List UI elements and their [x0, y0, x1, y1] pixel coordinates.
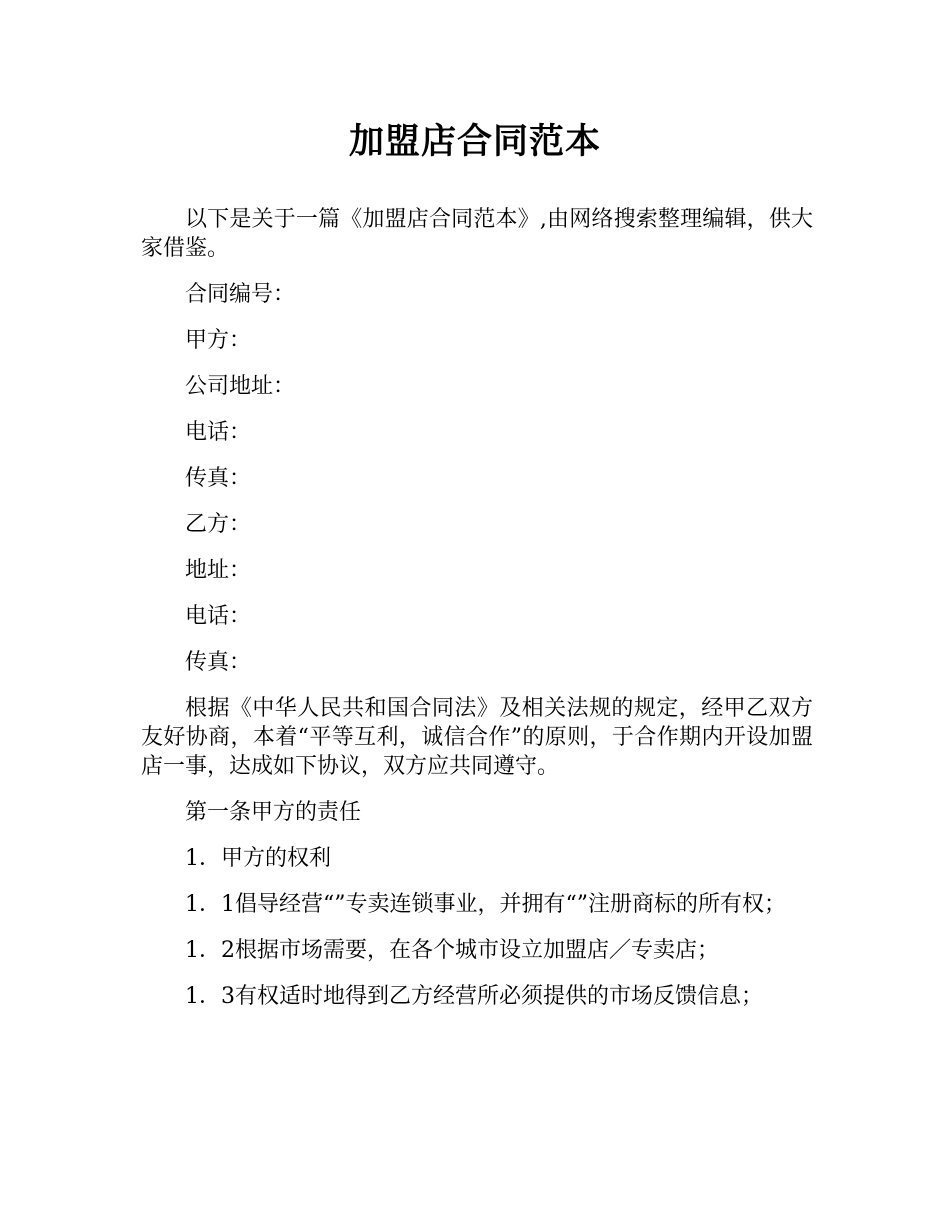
document-body — [141, 205, 813, 1028]
party-b-field: 乙方： — [185, 512, 252, 537]
company-address-field: 公司地址： — [185, 374, 296, 399]
clause-1-3: 1．3有权适时地得到乙方经营所必须提供的市场反馈信息； — [185, 984, 763, 1009]
clause-1-1: 1．1倡导经营“”专卖连锁事业，并拥有“”注册商标的所有权； — [185, 892, 786, 917]
party-a-fax-field: 传真： — [185, 466, 252, 491]
preamble-paragraph: 根据《中华人民共和国合同法》及相关法规的规定，经甲乙双方友好协商，本着“平等互利，诚信合作”的原则，于合作期内开设加盟店一事，达成如下协议，双方应共同遵守。 — [141, 696, 813, 779]
intro-paragraph: 以下是关于一篇《加盟店合同范本》,由网络搜索整理编辑，供大家借鉴。 — [141, 207, 813, 261]
party-b-phone-field: 电话： — [185, 604, 252, 629]
section-1-heading: 1．甲方的权利 — [185, 846, 331, 871]
party-b-fax-field: 传真： — [185, 650, 252, 675]
party-b-address-field: 地址： — [185, 558, 252, 583]
clause-1-2: 1．2根据市场需要，在各个城市设立加盟店／专卖店； — [185, 938, 719, 963]
document-title: 加盟店合同范本 — [348, 122, 601, 162]
party-a-phone-field: 电话： — [185, 420, 252, 445]
article-1-heading: 第一条甲方的责任 — [185, 800, 362, 825]
party-a-field: 甲方： — [185, 328, 252, 353]
contract-number-field: 合同编号： — [185, 282, 296, 307]
